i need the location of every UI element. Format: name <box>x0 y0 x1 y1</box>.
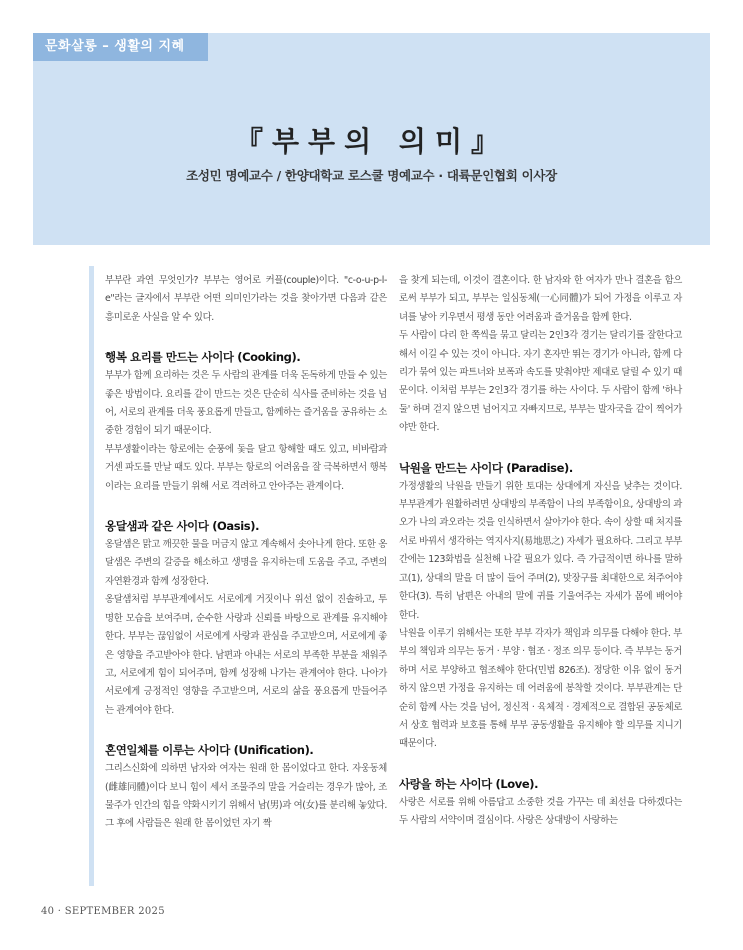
article-title: 『부부의 의미』 <box>235 125 508 158</box>
right-column <box>399 272 682 831</box>
paragraph-cooking-2: 부부생활이라는 항로에는 순풍에 돛을 달고 항해할 때도 있고, 비바람과 거센 파도를 만날 때도 있다. 부부는 항로의 어려움을 잘 극복하면서 행복이라는 요리를 만들기 위해 서로 격려하고 안아주는 관계이다. <box>105 443 387 492</box>
left-column <box>105 272 387 834</box>
paragraph-three-legged-race: 두 사람이 다리 한 쪽씩을 묶고 달리는 2인3각 경기는 달리기를 잘한다고 해서 이길 수 있는 것이 아니다. 자기 혼자만 뛰는 경기가 아니라, 함께 다리가 묶여 있는 파트너와 보폭과 속도를 맞춰야만 제대로 달릴 수 있기 때문이다. 이처럼 부부는 2인3각 경기를 하는 사이다. 두 사람이 함께 '하나 둘' 하며 걷지 않으면 넘어지고 자빠지므로, 부부는 발자국을 같이 찍어가야만 한다. <box>399 330 682 434</box>
heading-cooking: 행복 요리를 만드는 사이다 (Cooking). <box>105 350 301 365</box>
paragraph-marriage-cont: 을 찾게 되는데, 이것이 결혼이다. 한 남자와 한 여자가 만나 결혼을 함으로써 부부가 되고, 부부는 일심동체(一心同體)가 되어 가정을 이루고 자녀를 낳아 키우면서 평생 동안 어려움과 즐거움을 함께 한다. <box>399 275 682 323</box>
paragraph-cooking-1: 부부가 함께 요리하는 것은 두 사람의 관계를 더욱 돈독하게 만들 수 있는 좋은 방법이다. 요리를 같이 만드는 것은 단순히 식사를 준비하는 것을 넘어, 서로의 관계를 더욱 풍요롭게 만들고, 함께하는 즐거움을 공유하는 소중한 경험이 되기 때문이다. <box>105 370 387 437</box>
paragraph-oasis-2: 옹달샘처럼 부부관계에서도 서로에게 거짓이나 위선 없이 진솔하고, 투명한 모습을 보여주며, 순수한 사랑과 신뢰를 바탕으로 관계를 유지해야 한다. 부부는 끊임없이 서로에게 사랑과 관심을 주고받으며, 서로에게 좋은 영향을 주고받아야 한다. 남편과 아내는 서로의 부족한 부분을 채워주고, 서로에게 힘이 되어주며, 함께 성장해 나가는 관계여야 한다. 나아가 서로에게 긍정적인 영향을 주고받으며, 서로의 삶을 풍요롭게 만들어주는 관계여야 한다. <box>105 594 387 716</box>
page-footer: 40 · SEPTEMBER 2025 <box>41 906 165 917</box>
heading-unification: 혼연일체를 이루는 사이다 (Unification). <box>105 743 314 758</box>
heading-love: 사랑을 하는 사이다 (Love). <box>399 776 539 791</box>
paragraph-love-1: 사랑은 서로를 위해 아름답고 소중한 것을 가꾸는 데 최선을 다하겠다는 두 사람의 서약이며 결심이다. 사랑은 상대방이 사랑하는 <box>399 796 682 827</box>
article-byline: 조성민 명예교수 / 한양대학교 로스쿨 명예교수 · 대륙문인협회 이사장 <box>186 168 557 183</box>
intro-paragraph: 부부란 과연 무엇인가? 부부는 영어로 커플(couple)이다. "c-o-u-p-l-e"라는 글자에서 부부란 어떤 의미인가라는 것을 찾아가면 다음과 같은 흥미로운 사실을 알 수 있다. <box>105 275 387 323</box>
heading-paradise: 낙원을 만드는 사이다 (Paradise). <box>399 460 573 475</box>
paragraph-paradise-2: 낙원을 이루기 위해서는 또한 부부 각자가 책임과 의무를 다해야 한다. 부부의 책임과 의무는 동거 · 부양 · 협조 · 정조 의무 등이다. 즉 부부는 동거하며 서로 부양하고 협조해야 한다(민법 826조). 정당한 이유 없이 동거하지 않으면 가정을 유지하는 데 어려움에 봉착할 것이다. 부부관계는 단순히 함께 사는 것을 넘어, 정신적 · 육체적 · 경제적으로 결합된 공동체로서 상호 협력과 보호를 통해 부부 공동생활을 유지해야 할 의무를 지니기 때문이다. <box>399 627 682 750</box>
paragraph-unification-1: 그리스신화에 의하면 남자와 여자는 원래 한 몸이었다고 한다. 자웅동체(雌雄同體)이다 보니 힘이 세서 조물주의 말을 거슬리는 경우가 많아, 조물주가 인간의 힘을 약화시키기 위해서 남(男)과 여(女)를 분리해 놓았다. 그 후에 사람들은 원래 한 몸이었던 자기 짝 <box>105 763 387 830</box>
section-tag: 문화살롱 – 생활의 지혜 <box>33 33 208 61</box>
heading-oasis: 옹달샘과 같은 사이다 (Oasis). <box>105 519 260 534</box>
left-accent-bar <box>89 266 94 886</box>
paragraph-oasis-1: 옹달샘은 맑고 깨끗한 물을 머금지 않고 계속해서 솟아나게 한다. 또한 옹달샘은 주변의 갈증을 해소하고 생명을 유지하는데 도움을 주고, 주변의 자연환경과 함께 성장한다. <box>105 539 387 587</box>
paragraph-paradise-1: 가정생활의 낙원을 만들기 위한 토대는 상대에게 자신을 낮추는 것이다. 부부관계가 원활하려면 상대방의 부족함이 나의 부족함이요, 상대방의 과오가 나의 과오라는 것을 인식하면서 살아가야 한다. 속이 상할 때 처지를 서로 바꿔서 생각하는 역지사지(易地思之) 자세가 필요하다. 그리고 부부간에는 123화법을 실천해 나갈 필요가 있다. 즉 가급적이면 하나를 말하고(1), 상대의 말을 더 많이 들어 주며(2), 맞장구를 최대한으로 쳐주어야 한다(3). 특히 남편은 아내의 말에 귀를 기울여주는 자세가 몸에 배어야 한다. <box>399 480 682 621</box>
